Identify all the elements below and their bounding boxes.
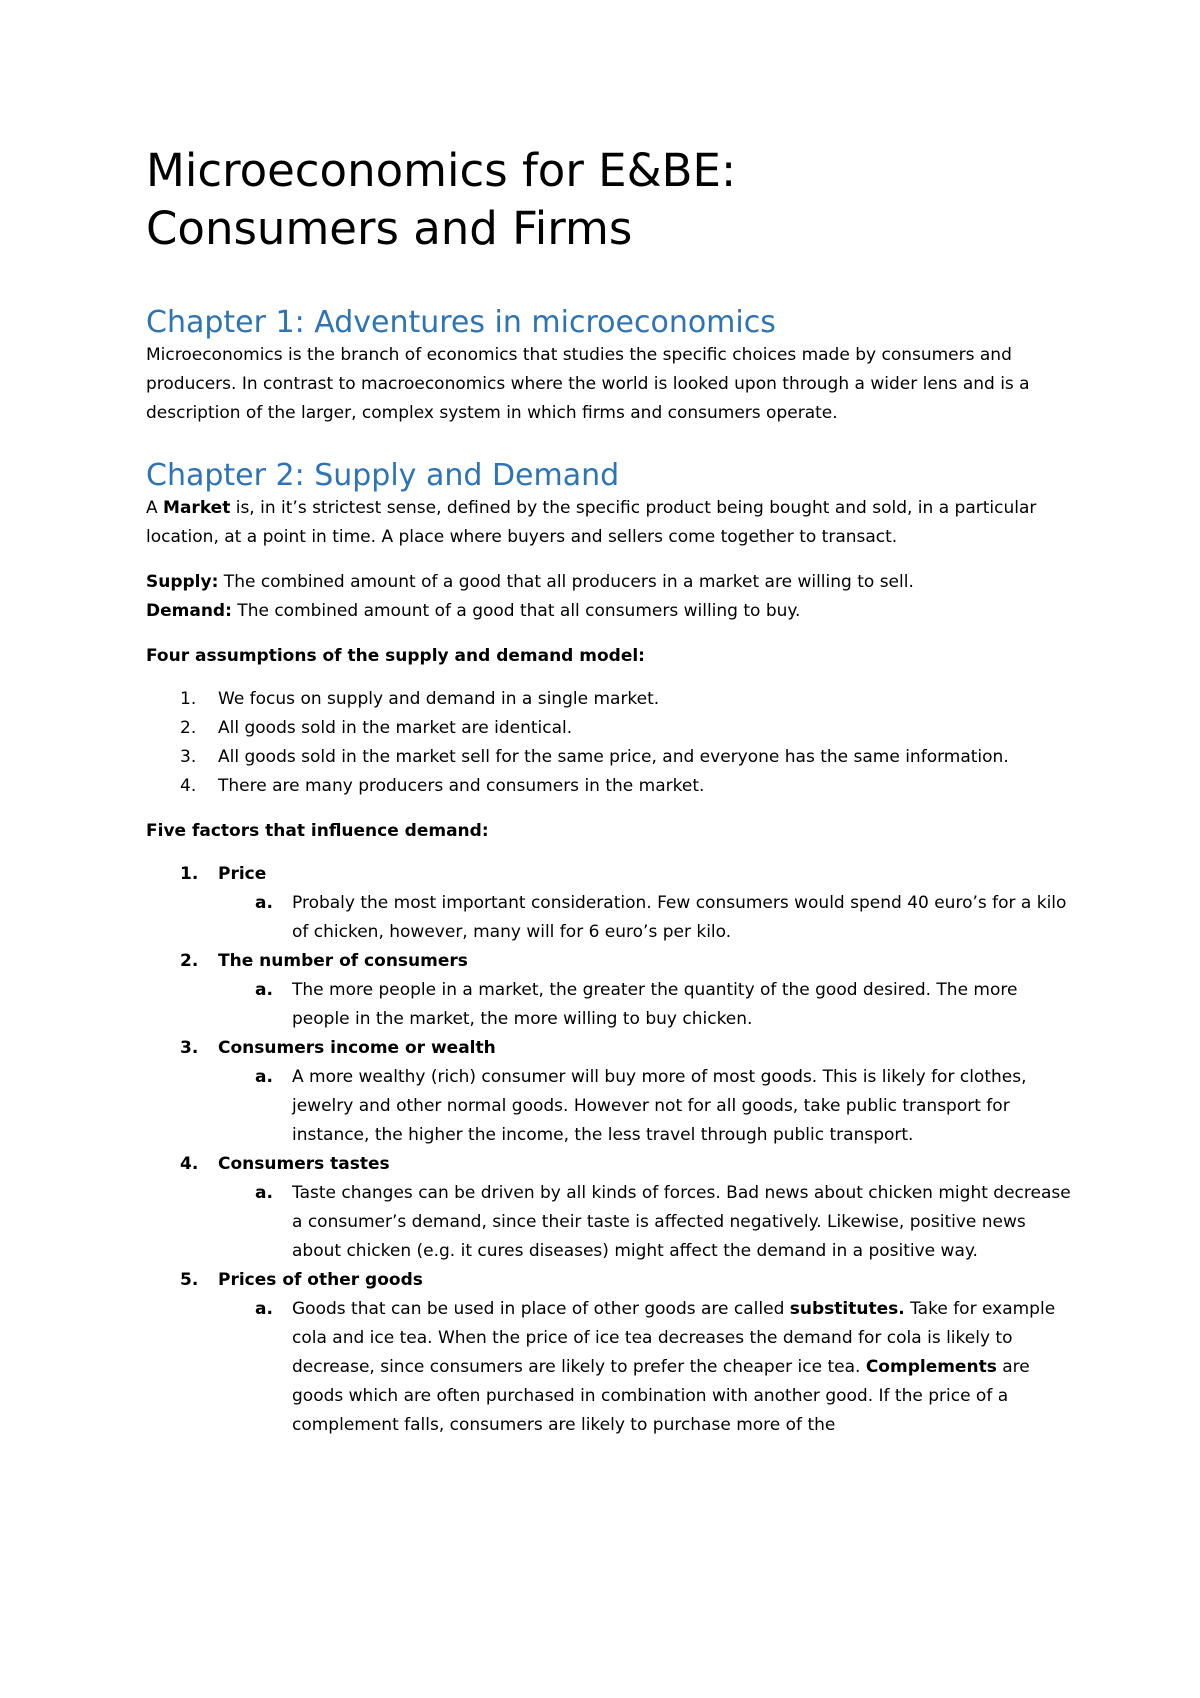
demand-term: Demand:	[146, 601, 232, 621]
assumptions-heading: Four assumptions of the supply and demand model:	[146, 646, 645, 666]
factors-list	[146, 860, 1076, 1440]
factors-heading: Five factors that influence demand:	[146, 821, 489, 841]
market-definition: A Market is, in it’s strictest sense, defined by the specific product being bought and sold, in a particular location, at a point in time. A place where buyers and sellers come together to transact.	[146, 498, 1037, 547]
list-item: 2. All goods sold in the market are identical.	[180, 718, 573, 738]
chapter-1-heading: Chapter 1: Adventures in microeconomics	[146, 305, 776, 340]
title-line-2: Consumers and Firms	[146, 202, 633, 255]
substitutes-term: substitutes.	[789, 1299, 905, 1319]
list-item: 3. All goods sold in the market sell for the same price, and everyone has the same information.	[180, 747, 1009, 767]
title-line-1: Microeconomics for E&BE:	[146, 144, 737, 197]
supply-term: Supply:	[146, 572, 219, 592]
list-item: 1. Price a. Probaly the most important consideration. Few consumers would spend 40 euro’s for a kilo of chicken, however, many will for 6 euro’s per kilo.	[180, 864, 1067, 942]
assumptions-list	[146, 685, 1076, 801]
list-item: 1. We focus on supply and demand in a single market.	[180, 689, 660, 709]
market-term: Market	[163, 498, 231, 518]
supply-definition: Supply: The combined amount of a good that all producers in a market are willing to sell.	[146, 572, 914, 592]
complements-term: Complements	[865, 1357, 997, 1377]
list-item: 4. Consumers tastes a. Taste changes can be driven by all kinds of forces. Bad news about chicken might decrease a consumer’s demand, since their taste is affected negatively. Likewise, positive news about chicken (e.g. it cures diseases) might affect the demand in a positive way.	[180, 1154, 1071, 1261]
chapter-2-heading: Chapter 2: Supply and Demand	[146, 458, 620, 493]
list-item: 2. The number of consumers a. The more people in a market, the greater the quantity of the good desired. The more people in the market, the more willing to buy chicken.	[180, 951, 1018, 1029]
document-content	[146, 142, 1076, 1440]
document-title	[146, 142, 1076, 258]
list-item: 5. Prices of other goods a. Goods that can be used in place of other goods are called substitutes. Take for example cola and ice tea. When the price of ice tea decreases the demand for cola is likely to decrease, since consumers are likely to prefer the cheaper ice tea. Complements are goods which are often purchased in combination with another good. If the price of a complement falls, consumers are likely to purchase more of the	[180, 1270, 1056, 1435]
demand-definition: Demand: The combined amount of a good that all consumers willing to buy.	[146, 601, 801, 621]
list-item: 3. Consumers income or wealth a. A more wealthy (rich) consumer will buy more of most goods. This is likely for clothes, jewelry and other normal goods. However not for all goods, take public transport for instance, the higher the income, the less travel through public transport.	[180, 1038, 1027, 1145]
list-item: 4. There are many producers and consumers in the market.	[180, 776, 705, 796]
chapter-1-paragraph: Microeconomics is the branch of economics that studies the specific choices made by consumers and producers. In contrast to macroeconomics where the world is looked upon through a wider lens and is a description of the larger, complex system in which firms and consumers operate.	[146, 345, 1030, 423]
